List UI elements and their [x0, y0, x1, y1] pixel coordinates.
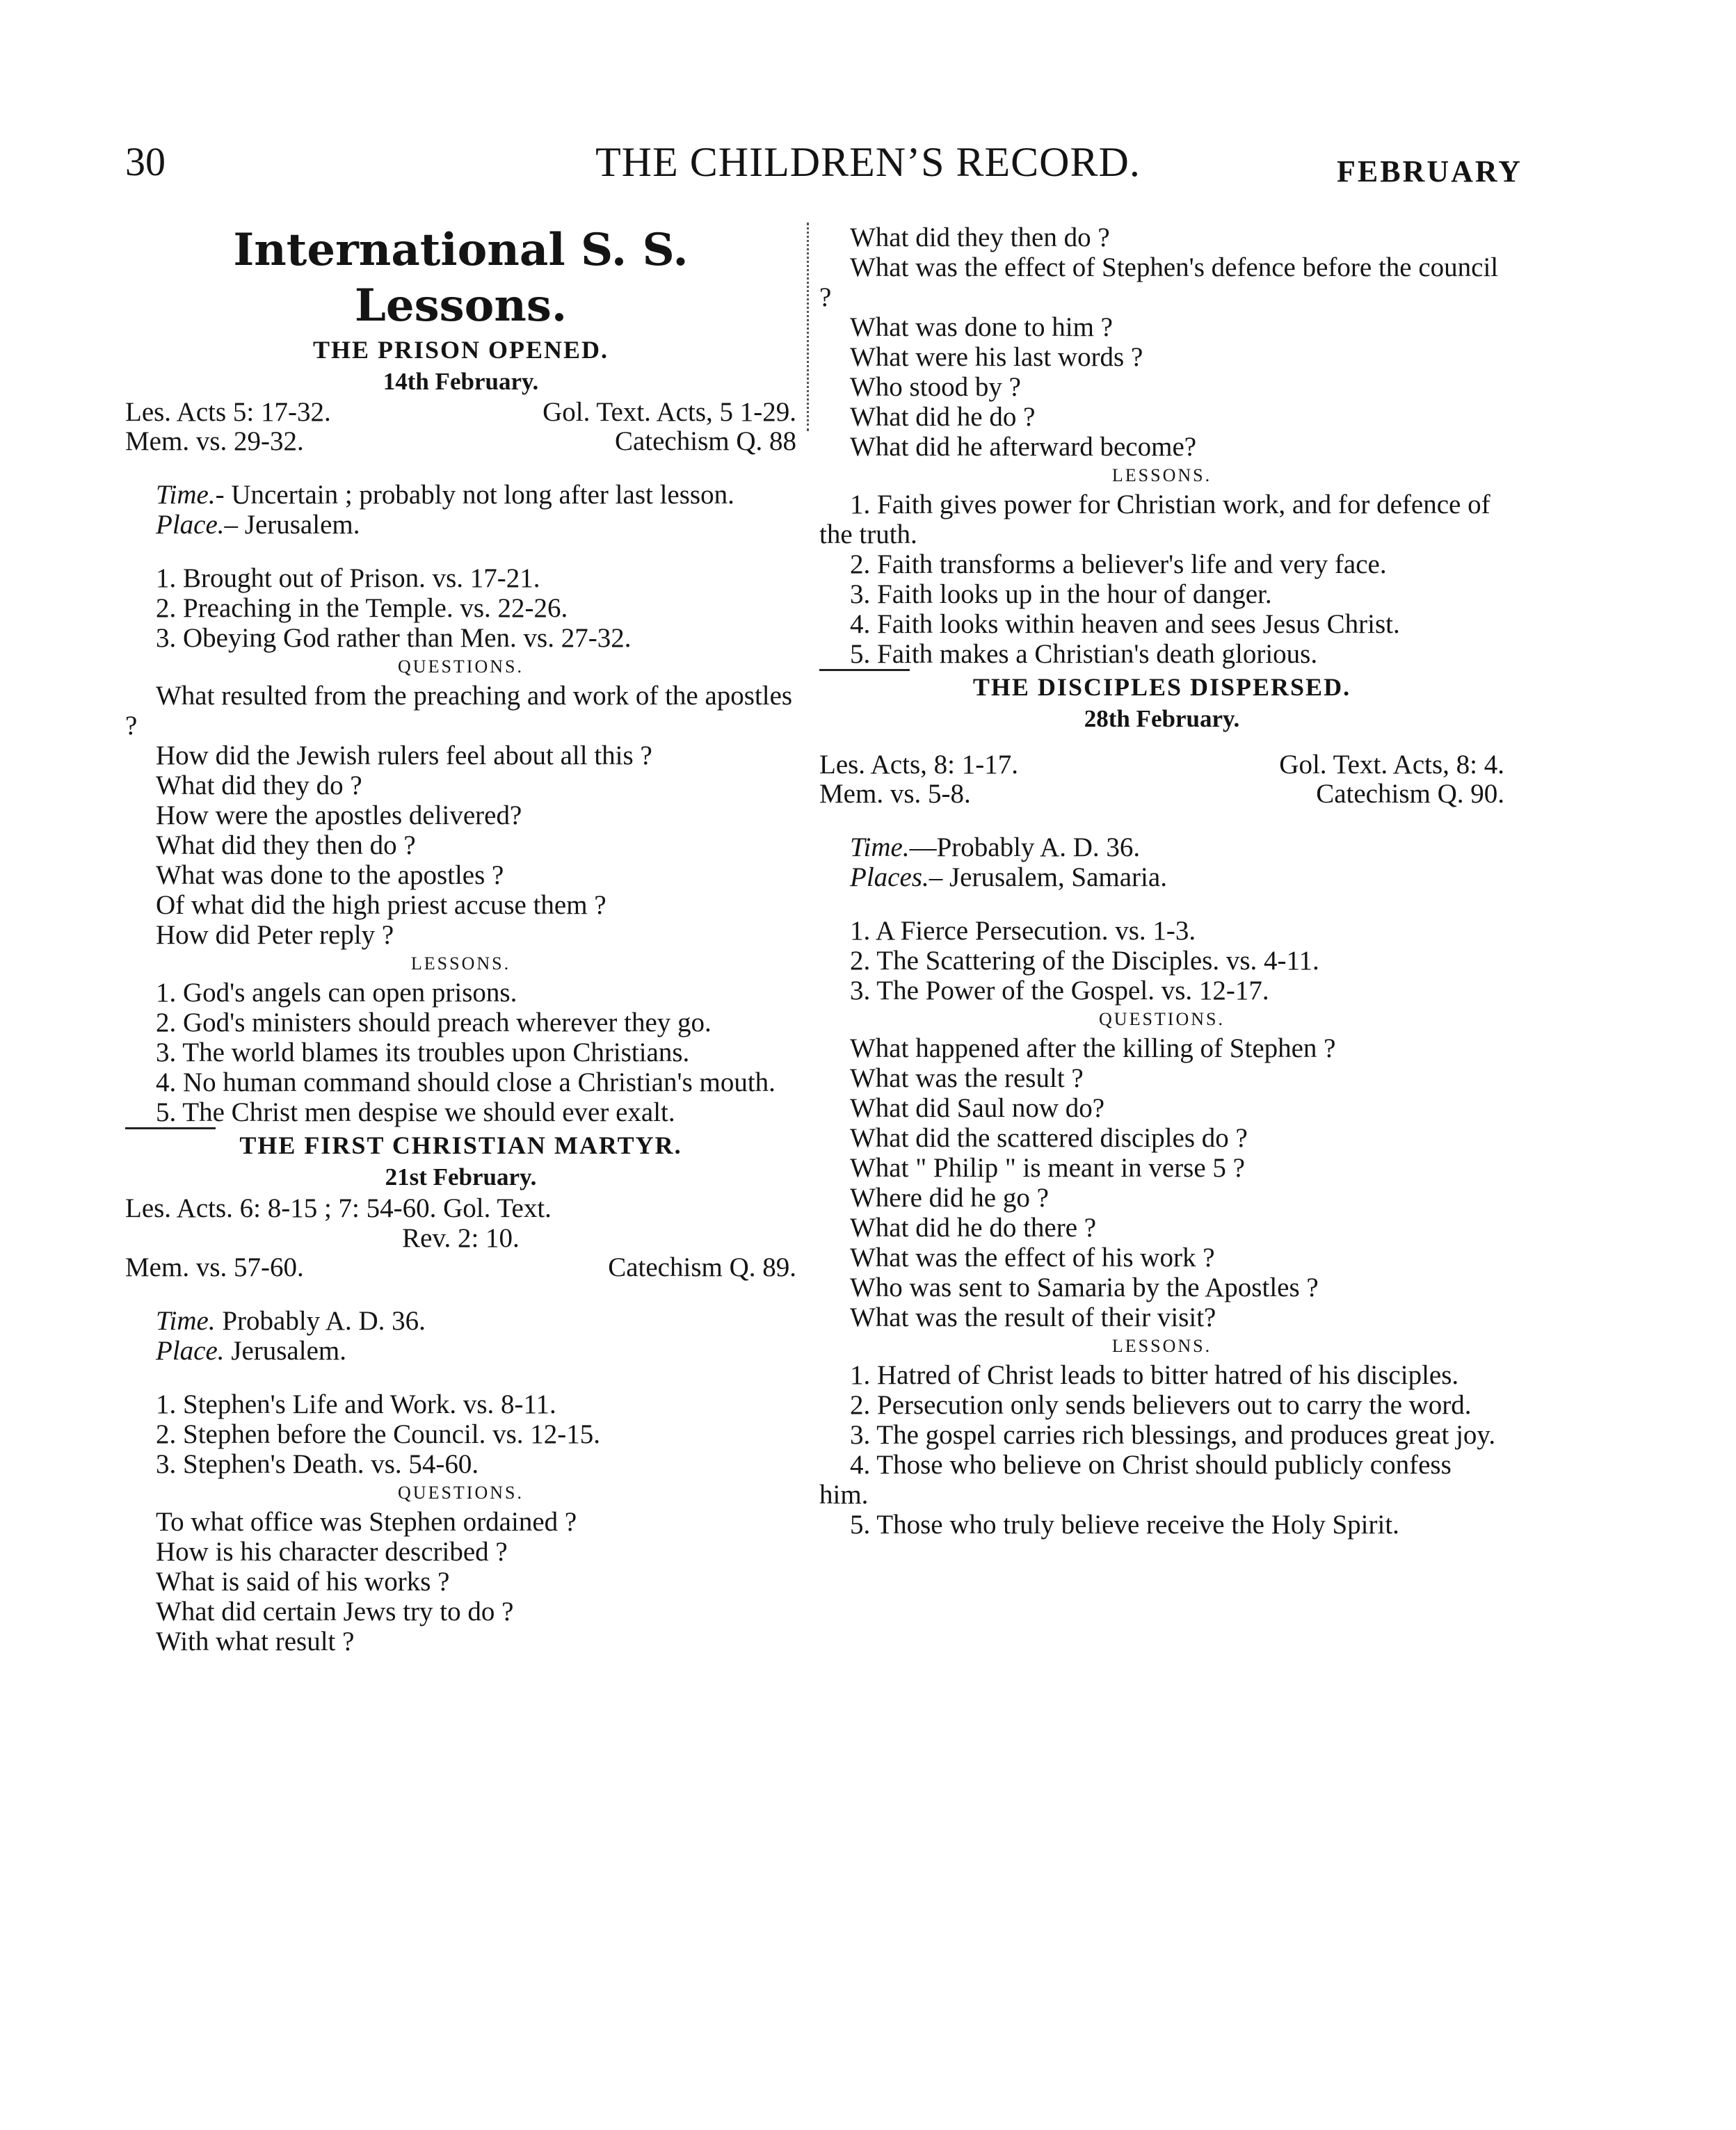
question: What were his last words ? — [850, 342, 1143, 372]
question: What happened after the killing of Stephen ? — [850, 1033, 1336, 1063]
lesson-point: 5. The Christ men despise we should ever exalt. — [156, 1097, 675, 1127]
question: What was the result of their visit? — [850, 1302, 1216, 1332]
question: Where did he go ? — [850, 1183, 1049, 1213]
lesson-point: 5. Those who truly believe receive the Holy Spirit. — [850, 1510, 1399, 1540]
lesson-point: 3. Faith looks up in the hour of danger. — [850, 579, 1272, 609]
lesson1-catechism: Catechism Q. 88 — [614, 426, 796, 456]
question: What " Philip " is meant in verse 5 ? — [850, 1153, 1245, 1183]
lesson-point: 4. Faith looks within heaven and sees Jesus Christ. — [850, 609, 1400, 639]
time-text: —Probably A. D. 36. — [909, 832, 1141, 862]
lesson2-memory-verses: Mem. vs. 57-60. — [125, 1252, 304, 1282]
question: What did they then do ? — [850, 223, 1110, 252]
lesson-point: 1. God's angels can open prisons. — [156, 978, 517, 1008]
lessons-heading: LESSONS. — [1111, 1336, 1212, 1356]
time-text: Probably A. D. 36. — [215, 1306, 426, 1336]
lesson1-date: 14th February. — [383, 368, 539, 395]
question: How did Peter reply ? — [156, 920, 394, 950]
lesson3-time — [819, 832, 1504, 862]
place-text: – Jerusalem. — [224, 510, 360, 540]
left-column — [125, 223, 796, 1656]
lesson2-ref-line-1: Les. Acts. 6: 8-15 ; 7: 54-60. Gol. Text. — [125, 1193, 552, 1223]
lesson3-catechism: Catechism Q. 90. — [1316, 779, 1504, 809]
questions-heading: QUESTIONS. — [398, 1483, 524, 1503]
question: What did he afterward become? — [850, 432, 1197, 462]
lesson1-memory-verses: Mem. vs. 29-32. — [125, 426, 304, 456]
lesson3-date: 28th February. — [1084, 705, 1240, 732]
lesson1-ref-row-1 — [125, 398, 796, 427]
lesson-point: 1. Hatred of Christ leads to bitter hatred of his disciples. — [850, 1360, 1459, 1390]
time-text: - Uncertain ; probably not long after last lesson. — [215, 480, 734, 510]
lesson-point: 1. Faith gives power for Christian work, and for defence of the truth. — [819, 490, 1490, 549]
place-text: – Jerusalem, Samaria. — [929, 862, 1167, 892]
lesson2-date: 21st February. — [385, 1163, 537, 1191]
question: What was done to the apostles ? — [156, 860, 504, 890]
question: What did the scattered disciples do ? — [850, 1123, 1248, 1153]
lesson-point: 2. God's ministers should preach wherever they go. — [156, 1008, 712, 1038]
outline-item: 3. Stephen's Death. vs. 54-60. — [156, 1449, 479, 1479]
question: What did they then do ? — [156, 830, 416, 860]
outline-item: 1. Stephen's Life and Work. vs. 8-11. — [156, 1389, 556, 1419]
question: What did he do there ? — [850, 1213, 1097, 1243]
question: How were the apostles delivered? — [156, 800, 522, 830]
question: What is said of his works ? — [156, 1567, 450, 1597]
page-number: 30 — [125, 139, 166, 184]
lesson1-place — [125, 510, 796, 540]
lesson3-place — [819, 862, 1504, 892]
lesson-point: 3. The world blames its troubles upon Christians. — [156, 1038, 690, 1067]
lesson2-ref-row-3 — [125, 1253, 796, 1282]
question: What was the effect of Stephen's defence before the council ? — [819, 252, 1499, 312]
lesson1-title: THE PRISON OPENED. — [312, 336, 609, 364]
lessons-heading: LESSONS. — [410, 953, 511, 974]
question: What was the result ? — [850, 1063, 1084, 1093]
lesson-point: 3. The gospel carries rich blessings, and produces great joy. — [850, 1420, 1496, 1450]
lesson1-ref-row-2 — [125, 427, 796, 456]
lesson1-lesson-ref: Les. Acts 5: 17-32. — [125, 397, 331, 427]
outline-item: 2. Stephen before the Council. vs. 12-15. — [156, 1419, 601, 1449]
question: To what office was Stephen ordained ? — [156, 1507, 577, 1537]
question: What did they do ? — [156, 770, 362, 800]
page-title: THE CHILDREN’S RECORD. — [595, 139, 1141, 185]
lesson-point: 5. Faith makes a Christian's death glorious. — [850, 639, 1318, 669]
lesson3-lesson-ref: Les. Acts, 8: 1-17. — [819, 750, 1018, 780]
page-month: FEBRUARY — [1337, 154, 1522, 188]
place-label: Place. — [156, 510, 225, 540]
question: How is his character described ? — [156, 1537, 508, 1567]
outline-item: 2. The Scattering of the Disciples. vs. 4-11. — [850, 946, 1319, 976]
place-label: Place. — [156, 1336, 225, 1366]
time-label: Time. — [156, 480, 216, 510]
lesson3-ref-row-1 — [819, 750, 1504, 780]
lesson3-memory-verses: Mem. vs. 5-8. — [819, 779, 971, 809]
lesson3-title: THE DISCIPLES DISPERSED. — [972, 673, 1351, 701]
question: With what result ? — [156, 1627, 355, 1656]
outline-item: 2. Preaching in the Temple. vs. 22-26. — [156, 593, 568, 623]
column-divider — [807, 223, 809, 431]
time-label: Time. — [850, 832, 910, 862]
lesson2-title: THE FIRST CHRISTIAN MARTYR. — [239, 1131, 682, 1159]
lesson1-golden-text: Gol. Text. Acts, 5 1-29. — [542, 397, 796, 427]
questions-heading: QUESTIONS. — [398, 656, 524, 677]
questions-heading: QUESTIONS. — [1099, 1009, 1225, 1029]
time-label: Time. — [156, 1306, 216, 1336]
right-column — [819, 223, 1504, 1540]
question: What did he do ? — [850, 402, 1036, 432]
place-label: Places. — [850, 862, 929, 892]
lesson2-time — [125, 1306, 796, 1336]
question: What was done to him ? — [850, 312, 1113, 342]
lesson2-ref-line-2: Rev. 2: 10. — [402, 1223, 520, 1253]
lesson2-place — [125, 1336, 796, 1366]
question: How did the Jewish rulers feel about all this ? — [156, 741, 652, 770]
lesson-point: 2. Faith transforms a believer's life and very face. — [850, 549, 1387, 579]
outline-item: 3. Obeying God rather than Men. vs. 27-32. — [156, 623, 632, 653]
question: What was the effect of his work ? — [850, 1243, 1215, 1273]
place-text: Jerusalem. — [224, 1336, 346, 1366]
question: Of what did the high priest accuse them ? — [156, 890, 606, 920]
outline-item: 1. A Fierce Persecution. vs. 1-3. — [850, 916, 1196, 946]
lesson3-ref-row-2 — [819, 780, 1504, 809]
lesson2-catechism: Catechism Q. 89. — [608, 1252, 796, 1282]
question: What resulted from the preaching and work of the apostles ? — [125, 681, 793, 741]
lesson-point: 2. Persecution only sends believers out to carry the word. — [850, 1390, 1472, 1420]
outline-item: 3. The Power of the Gospel. vs. 12-17. — [850, 976, 1269, 1006]
section-banner: International S. S. Lessons. — [233, 224, 689, 332]
lesson-point: 4. Those who believe on Christ should publicly confess him. — [819, 1450, 1452, 1510]
question: What did Saul now do? — [850, 1093, 1105, 1123]
lessons-heading: LESSONS. — [1111, 465, 1212, 485]
outline-item: 1. Brought out of Prison. vs. 17-21. — [156, 563, 540, 593]
lesson3-golden-text: Gol. Text. Acts, 8: 4. — [1279, 750, 1504, 780]
question: Who was sent to Samaria by the Apostles ? — [850, 1273, 1319, 1302]
lesson1-time — [125, 480, 796, 510]
lesson-point: 4. No human command should close a Christian's mouth. — [156, 1067, 775, 1097]
question: Who stood by ? — [850, 372, 1021, 402]
question: What did certain Jews try to do ? — [156, 1597, 514, 1627]
